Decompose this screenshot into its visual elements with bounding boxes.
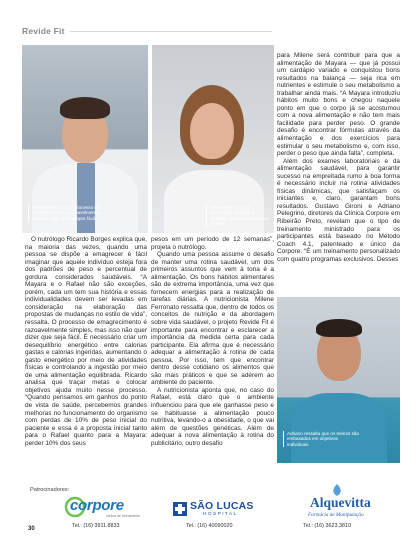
paragraph: Além dos exames laboratoriais e da alimentação saudável, para garantir sucesso na empreitada rumo à boa forma é necessário incluir na rotina atividades físicas dinâmicas, que satisfaçam os iniciantes e, claro, garantam bons resultados. Gustavo Gironi e Adriano Pelegrino, diretores da Clínica Corpore em Ribeirão Preto, revelam que o tipo de treinamento ministrado para os participantes está baseado no Método Coach 4.1, patenteado e único da Corpore. “É um treinamento personalizado com quatro programas exclusivos. Desses	[277, 157, 400, 263]
caption-ricardo: Ricardo alerta que o processo de emagrecimento é razoavelmente simples, mas nem sempre fácil	[28, 205, 114, 221]
paragraph: O nutrólogo Ricardo Borges explica que, na maioria das vezes, quando uma pessoa se dispõe a emagrecer é fácil imaginar que aquele indivíduo esteja fora dos padrões de peso e percentual de gordura considerados saudáveis. “A Mayara e o Rafael não são exceções, porém, cada um tem sua história e essas individualidades devem ser levadas em consideração na elaboração das propostas de mudanças no estilo de vida”, ressalta. O processo de emagrecimento é razoavelmente simples, mas isso não quer dizer que seja fácil. É necessário criar um desequilíbrio energético entre calorias gastas e calorias ingeridas, aumentando o gasto energético por meio de atividades físicas e controlando a ingestão por meio de uma alimentação equilibrada. Ricardo analisa que traçar metas e colocar objetivos ajuda muito nesse processo. “Quando pensamos em ganhos do ponto de vista de saúde, percebemos grandes melhoras no funcionamento do organismo com perdas de 10% de peso inicial do paciente e essa é a proposta inicial tanto para o Rafael quanto para a Mayara: perder 10% dos seus	[25, 236, 148, 447]
corpore-phone: Tel.: (16) 3911.8833	[72, 523, 120, 529]
section-title: Revide Fit	[22, 26, 65, 36]
paragraph: Quando uma pessoa assume o desafio de manter uma rotina saudável, um dos primeiros assuntos que vem à tona é a alimentação. Os bons hábitos alimentares são de extrema importância, uma vez que fornecem energias para a realização de tarefas diárias. A nutricionista Milene Ferronato ressalta que, dentro de todos os conceitos de nutrição e da abordagem sobre vida saudável, o projeto Revide Fit é importante para encontrar e esclarecer a importância da medida certa para cada participante. Ela afirma que é necessário adequar a alimentação à rotina de cada pessoa. Por isso, tem que encontrar dentro desse cotidiano os alimentos que são mais práticos e que se adérem ao ambiente do paciente.	[151, 251, 274, 387]
alquevitta-phone: Tel.: (16) 3623.3810	[303, 523, 351, 529]
caption-milene: Milene afirma que é necessário adequar a alimentação à rotina de cada pessoa	[206, 205, 272, 227]
corpore-sub: clínica de treinamento	[106, 514, 141, 518]
photo-milene	[152, 45, 274, 233]
header-divider	[70, 31, 272, 32]
alquevitta-sub: Farmácia de Manipulação	[308, 512, 364, 518]
sao-lucas-sub: HOSPITAL	[203, 512, 238, 517]
page-number: 30	[28, 526, 35, 532]
sao-lucas-name: SÃO LUCAS	[190, 500, 254, 512]
sao-lucas-phone: Tel.: (16) 40090020	[186, 523, 233, 529]
alquevitta-logo	[288, 483, 388, 521]
photo-adriano	[277, 297, 400, 463]
paragraph: para Milene será contribuir para que a alimentação de Mayara — que já possui um cardápio variado e conquistou bons resultados na balança — seja rica em nutrientes e estimule o seu metabolismo a trabalhar ainda mais. “A Mayara introduziu hábitos muito bons e chegou naquele ponto em que o corpo já se acostumou com a nova alimentação e não tem mais facilidade para perder peso. O grande desafio é encontrar fórmulas através da alimentação e dos exercícios para estimular o seu metabolismo e, com isso, perder o peso que ainda falta”, completa.	[277, 52, 400, 158]
sao-lucas-logo	[173, 500, 261, 520]
corpore-logo	[64, 494, 144, 520]
column-1	[25, 236, 147, 447]
photo-ricardo	[22, 45, 148, 233]
alquevitta-name: Alquevitta	[310, 495, 371, 510]
column-3	[277, 52, 400, 263]
column-2	[151, 236, 274, 447]
sponsors-label: Patrocinadores:	[30, 487, 70, 493]
cross-icon	[173, 502, 187, 516]
paragraph: pesos em um período de 12 semanas”, projeta o nutrólogo.	[151, 236, 274, 251]
corpore-name: corpore	[70, 497, 124, 514]
caption-adriano: Adriano ressalta que os treinos são embasados em objetivos individuais	[283, 431, 359, 447]
paragraph: A nutricionista aponta que, no caso do Rafael, está claro que o ambiente influenciou para que ele ganhasse peso e se habituasse a alimentação pouco nutritiva, levando-o a obesidade, o que vai além de questões genéticas. Além de adequar a nova alimentação à rotina do publicitário, outro desafio	[151, 386, 274, 447]
